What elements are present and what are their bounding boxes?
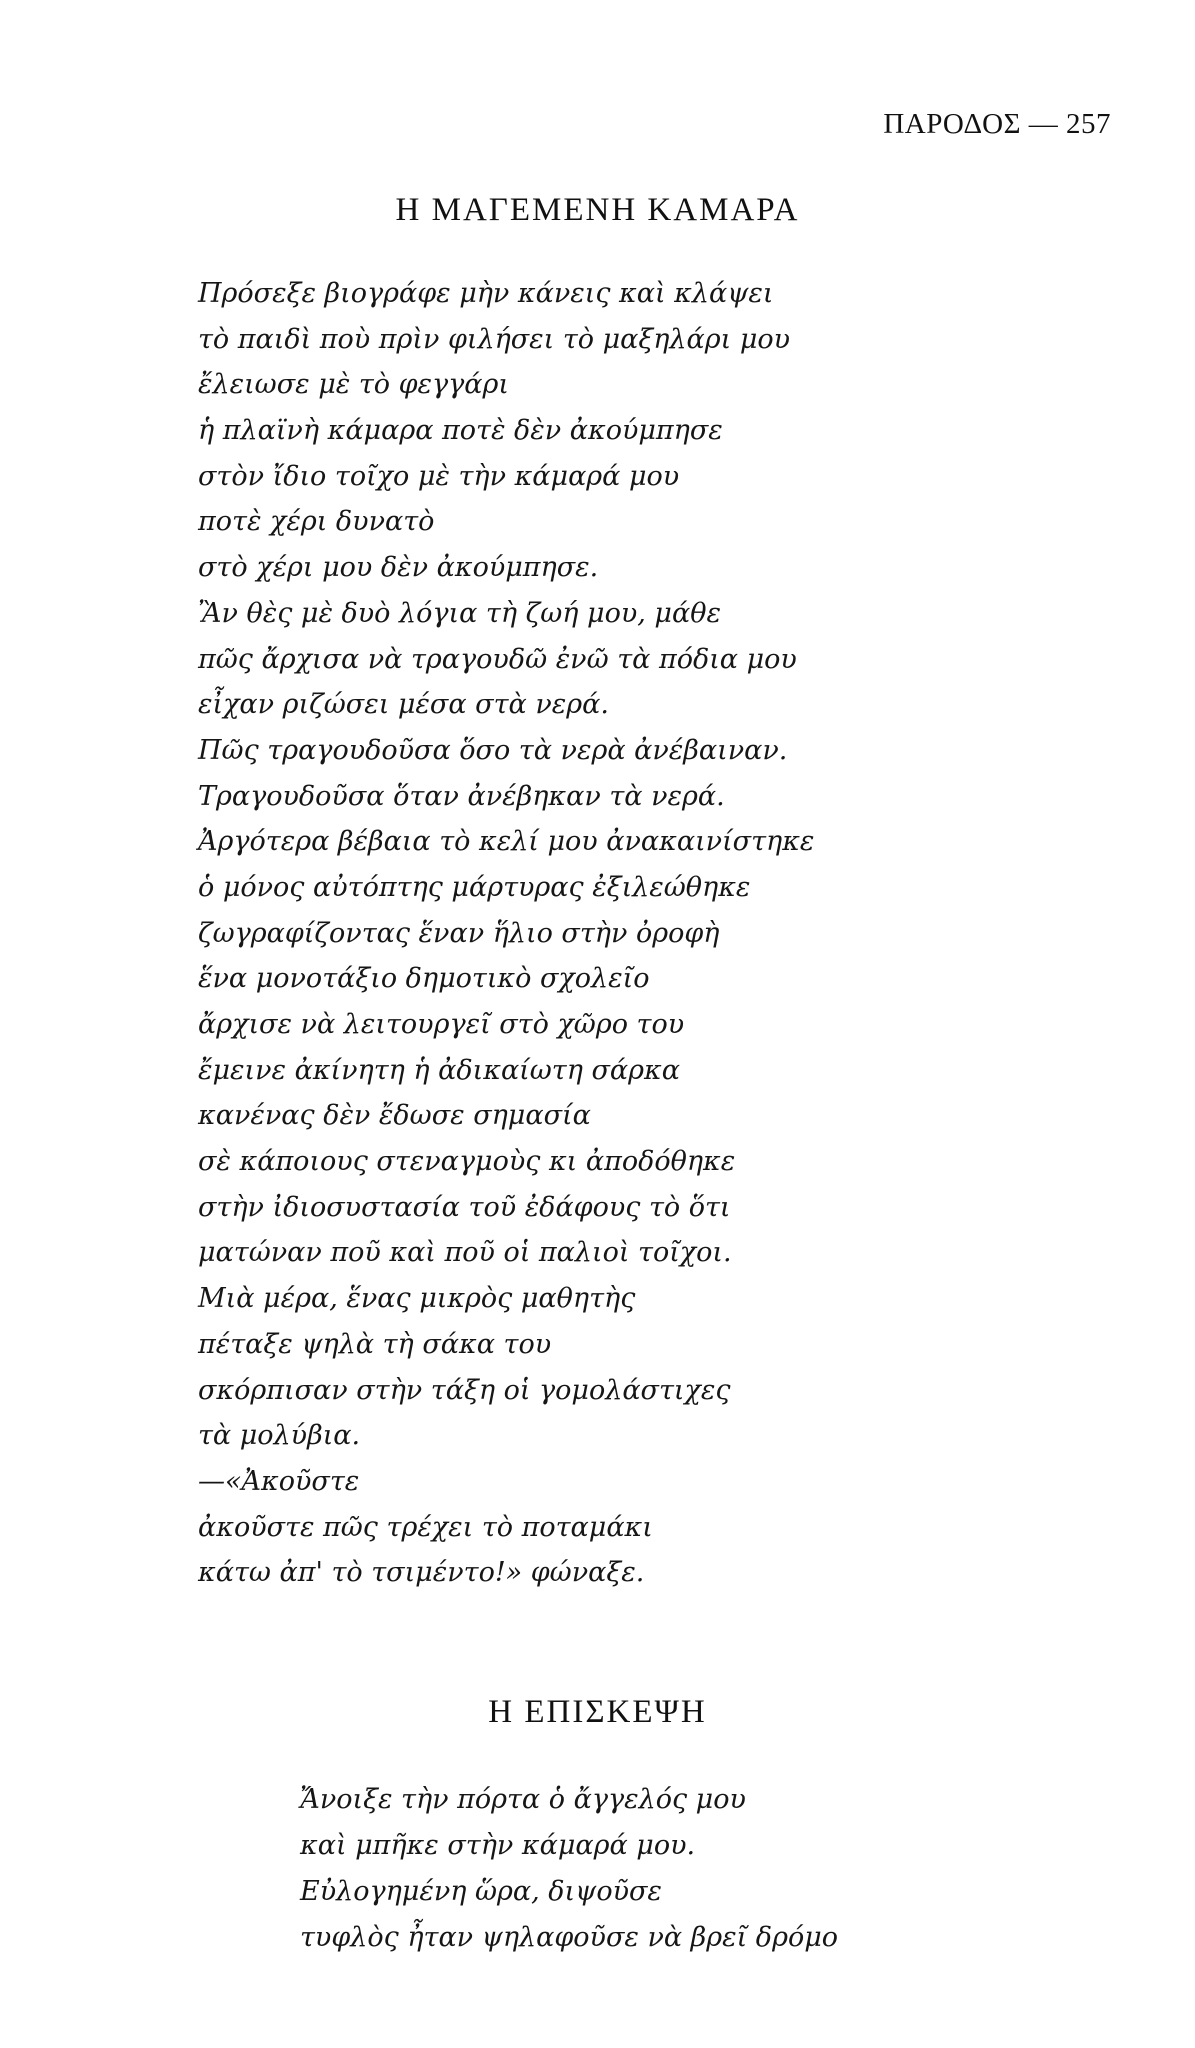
poem-line: τυφλὸς ἦταν ψηλαφοῦσε νὰ βρεῖ δρόμο xyxy=(300,1922,838,1953)
poem-line: εἶχαν ριζώσει μέσα στὰ νερά. xyxy=(198,689,609,721)
poem-line: πέταξε ψηλὰ τὴ σάκα του xyxy=(198,1328,552,1360)
poem-line: κάτω ἀπ' τὸ τσιμέντο!» φώναξε. xyxy=(198,1557,645,1589)
poem-line: ἕνα μονοτάξιο δημοτικὸ σχολεῖο xyxy=(198,963,650,995)
poem-line: Τραγουδοῦσα ὅταν ἀνέβηκαν τὰ νερά. xyxy=(198,780,725,812)
poem-line: ποτὲ χέρι δυνατὸ xyxy=(198,506,435,538)
poem-line: —«Ἀκοῦστε xyxy=(198,1465,360,1497)
poem-body xyxy=(300,1777,838,1961)
poem-line: Ἂν θὲς μὲ δυὸ λόγια τὴ ζωή μου, μάθε xyxy=(198,597,721,629)
poem-body xyxy=(198,271,814,1596)
poem-line: σκόρπισαν στὴν τάξη οἱ γομολάστιχες xyxy=(198,1374,731,1406)
poem-line: ἡ πλαϊνὴ κάμαρα ποτὲ δὲν ἀκούμπησε xyxy=(198,415,723,447)
poem-line: στὸ χέρι μου δὲν ἀκούμπησε. xyxy=(198,552,599,584)
poem-line: Μιὰ μέρα, ἕνας μικρὸς μαθητὴς xyxy=(198,1283,636,1315)
poem-line: ὁ μόνος αὐτόπτης μάρτυρας ἐξιλεώθηκε xyxy=(198,871,751,903)
running-header: ΠΑΡΟΔΟΣ — 257 xyxy=(883,108,1111,140)
poem-line: ἀκοῦστε πῶς τρέχει τὸ ποταμάκι xyxy=(198,1511,653,1543)
poem-line: στὴν ἰδιοσυστασία τοῦ ἐδάφους τὸ ὅτι xyxy=(198,1191,731,1223)
poem-line: ἄρχισε νὰ λειτουργεῖ στὸ χῶρο του xyxy=(198,1009,685,1040)
poem-line: κανένας δὲν ἔδωσε σημασία xyxy=(198,1100,591,1132)
poem-line: ματώναν ποῦ καὶ ποῦ οἱ παλιοὶ τοῖχοι. xyxy=(198,1237,732,1269)
poem-line: Ἀργότερα βέβαια τὸ κελί μου ἀνακαινίστηκε xyxy=(198,826,815,858)
poem-title: Η ΕΠΙΣΚΕΨΗ xyxy=(488,1694,707,1730)
poem-line: Πῶς τραγουδοῦσα ὅσο τὰ νερὰ ἀνέβαιναν. xyxy=(198,734,788,766)
poem-line: ἔμεινε ἀκίνητη ἡ ἀδικαίωτη σάρκα xyxy=(198,1054,680,1086)
poem-line: πῶς ἄρχισα νὰ τραγουδῶ ἐνῶ τὰ πόδια μου xyxy=(198,643,797,675)
poem-line: Ἄνοιξε τὴν πόρτα ὁ ἄγγελός μου xyxy=(300,1784,746,1815)
poem-line: στὸν ἴδιο τοῖχο μὲ τὴν κάμαρά μου xyxy=(198,460,680,492)
poem-line: σὲ κάποιους στεναγμοὺς κι ἀποδόθηκε xyxy=(198,1146,736,1178)
poem-line: τὰ μολύβια. xyxy=(198,1420,361,1452)
poem-line: τὸ παιδὶ ποὺ πρὶν φιλήσει τὸ μαξηλάρι μου xyxy=(198,323,791,355)
poem-line: ζωγραφίζοντας ἕναν ἥλιο στὴν ὀροφὴ xyxy=(198,917,720,949)
poem-line: Πρόσεξε βιογράφε μὴν κάνεις καὶ κλάψει xyxy=(198,278,774,309)
poem-line: ἔλειωσε μὲ τὸ φεγγάρι xyxy=(198,369,509,401)
poem-line: καὶ μπῆκε στὴν κάμαρά μου. xyxy=(300,1830,696,1861)
poem-title: Η ΜΑΓΕΜΕΝΗ ΚΑΜΑΡΑ xyxy=(395,192,800,228)
poem-line: Εὐλογημένη ὥρα, διψοῦσε xyxy=(300,1876,662,1907)
